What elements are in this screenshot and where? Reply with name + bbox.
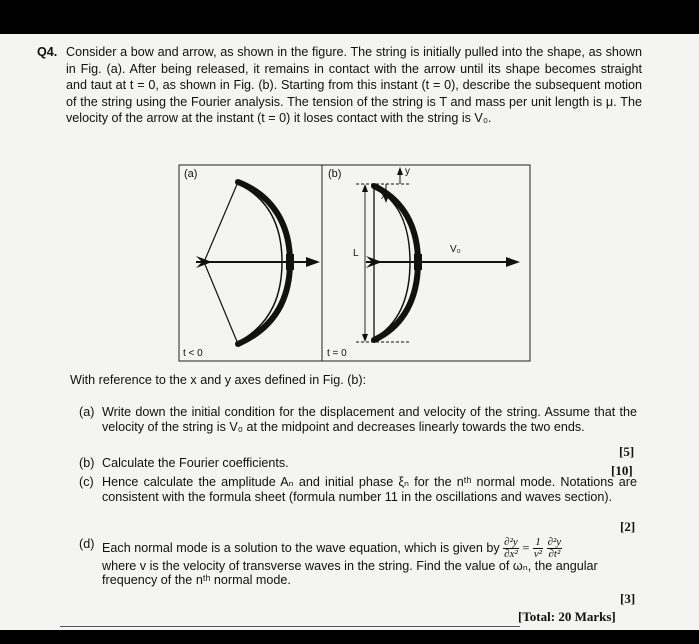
- part-a-text: Write down the initial condition for the displacement and velocity of the string. Assume that the velocity of the string is V₀ at the midpoint and decreases linearly towards the two ends.: [102, 405, 637, 434]
- bow-string-a-top: [204, 182, 238, 262]
- part-c-marks: [2]: [620, 519, 636, 534]
- part-d-label: (d): [79, 537, 95, 551]
- length-label: L: [353, 248, 359, 259]
- eq-lhs-den: ∂x²: [504, 548, 518, 560]
- arrowhead-b: [506, 257, 520, 267]
- part-c-label: (c): [79, 475, 94, 489]
- eq-lhs-num: ∂²y: [504, 536, 518, 548]
- panel-a-label: (a): [184, 168, 198, 180]
- length-arrow-bottom: [362, 334, 368, 342]
- part-d-marks: [3]: [620, 591, 636, 606]
- eq-coef-fraction: [533, 537, 543, 560]
- part-b-label: (b): [79, 456, 95, 470]
- y-axis-arrow: [397, 167, 403, 175]
- eq-rhs-den: ∂t²: [548, 548, 561, 560]
- bow-grip-a: [286, 254, 294, 270]
- panel-a-time: t < 0: [183, 348, 203, 359]
- part-a-marks: [5]: [619, 444, 635, 459]
- question-text: Consider a bow and arrow, as shown in the figure. The string is initially pulled into the shape, as shown in Fig. (a). After being released, it remains in contact with the arrow until its shape becomes straight and taut at t = 0, as shown in Fig. (b). Starting from this instant (t = 0), describe the subsequent motion of the string using the Fourier analysis. The tension of the string is T and mass per unit length is μ. The velocity of the arrow at the instant (t = 0) it loses contact with the string is V₀.: [66, 45, 642, 125]
- bow-string-a-bottom: [204, 262, 238, 344]
- part-a-label: (a): [79, 405, 95, 419]
- panel-b-time: t = 0: [327, 348, 347, 359]
- bow-grip-b: [414, 254, 422, 270]
- total-marks: [Total: 20 Marks]: [518, 609, 616, 624]
- part-d-text-before: Each normal mode is a solution to the wave equation, which is given by: [102, 540, 500, 555]
- arrowhead-a: [306, 257, 320, 267]
- panel-b-label: (b): [328, 168, 342, 180]
- part-b-marks: [10]: [611, 463, 633, 478]
- question-number: Q4.: [37, 45, 58, 59]
- eq-rhs-num: ∂²y: [547, 536, 562, 548]
- axis-x-label: x: [381, 191, 386, 202]
- part-d-line3: frequency of the nᵗʰ normal mode.: [102, 573, 291, 587]
- part-b-text: Calculate the Fourier coefficients.: [102, 456, 289, 470]
- length-arrow-top: [362, 184, 368, 192]
- part-c-text: Hence calculate the amplitude Aₙ and initial phase ξₙ for the nᵗʰ normal mode. Notations are consistent with the formula sheet (formula number 11 in the oscillations and waves section).: [102, 475, 637, 504]
- bottom-rule: [60, 626, 520, 627]
- velocity-label: V₀: [450, 244, 461, 255]
- panel-b-bow: [366, 184, 520, 342]
- panel-a-bow: [196, 182, 320, 344]
- bottom-black-border: [0, 630, 699, 644]
- part-d-line2: where v is the velocity of transverse waves in the string. Find the value of ωₙ, the angular: [102, 559, 598, 573]
- top-black-border: [0, 0, 699, 34]
- axis-y-label: y: [405, 166, 410, 177]
- eq-coef-den: v²: [533, 548, 543, 560]
- reference-text: With reference to the x and y axes defined in Fig. (b):: [70, 373, 367, 387]
- bow-arrow-figure: [178, 164, 532, 363]
- eq-equals: =: [522, 540, 530, 555]
- part-d-line1: [102, 537, 647, 560]
- eq-lhs-fraction: [503, 537, 519, 560]
- eq-coef-num: 1: [533, 537, 543, 549]
- eq-rhs-fraction: [547, 537, 563, 560]
